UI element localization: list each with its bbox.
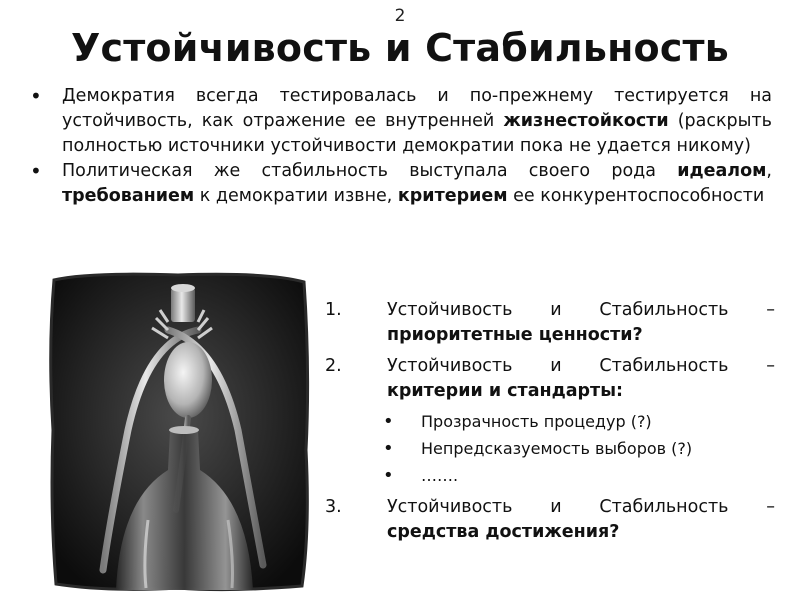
item-emphasis: критерии и стандарты: [387,381,624,401]
item-number: 2. [325,356,342,376]
forks-spoon-bottle-image [48,270,310,592]
bullet-text: Политическая же стабильность выступала своего рода [62,161,678,181]
bullet-emphasis: идеалом [677,161,767,181]
item-text: Устойчивость и Стабильность – [387,300,775,320]
numbered-list [325,298,775,545]
numbered-item [325,495,775,545]
bullet-text: к демократии извне, [194,186,398,206]
bullet-item [28,84,772,159]
numbered-item [325,354,775,404]
sub-bullet-list [325,408,775,489]
bullet-emphasis: критерием [397,186,508,206]
sub-bullet-item: • ……. [325,462,775,489]
sub-bullet-item: • Прозрачность процедур (?) [325,408,775,435]
bullet-item [28,159,772,209]
bullet-text: Демократия всегда тестировалась и по-прежнему тестируется на устойчивость, как отражение ее внутренней [62,86,772,131]
item-number: 1. [325,300,342,320]
bullet-list [28,84,772,209]
item-emphasis: средства достижения? [387,522,620,542]
sub-bullet-item: • Непредсказуемость выборов (?) [325,435,775,462]
item-text: Устойчивость и Стабильность – [387,356,775,376]
bullet-text: , [766,161,772,181]
numbered-item [325,298,775,348]
item-text: Устойчивость и Стабильность – [387,497,775,517]
bullet-text: (раскрыть полностью источники устойчивости демократии пока не удается никому) [62,111,772,156]
item-emphasis: приоритетные ценности? [387,325,643,345]
bullet-text: ее конкурентоспособности [507,186,765,206]
slide-title: Устойчивость и Стабильность [70,26,730,70]
bullet-emphasis: жизнестойкости [503,111,669,131]
slide-number: 2 [394,6,406,26]
bullet-emphasis: требованием [62,186,195,206]
item-number: 3. [325,497,342,517]
